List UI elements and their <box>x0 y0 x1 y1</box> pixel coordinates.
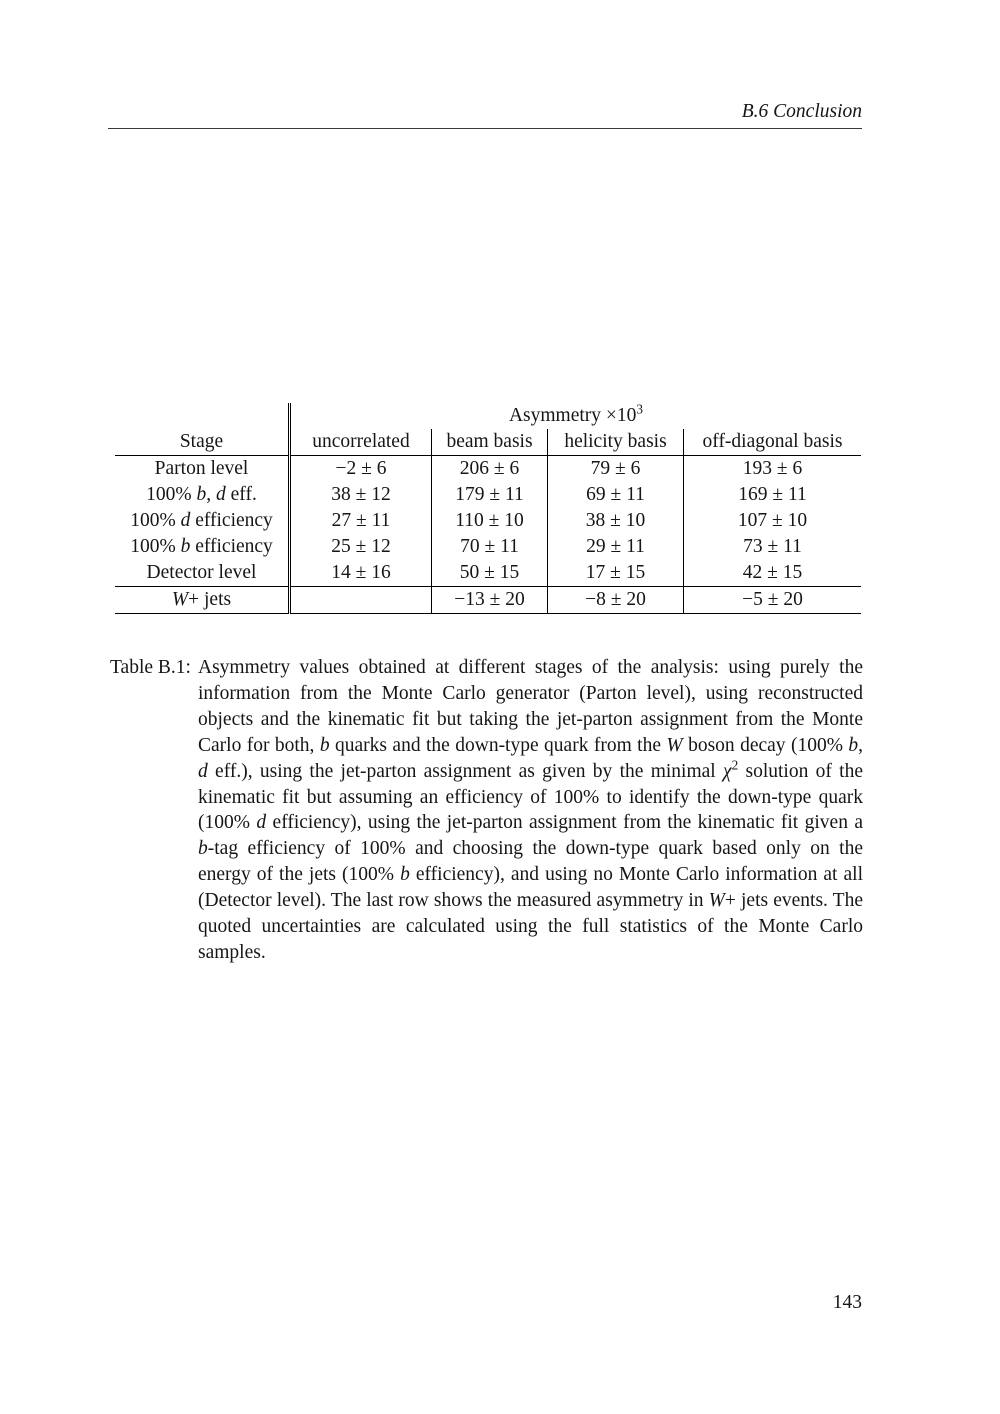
value-cell: 50 ± 15 <box>432 560 548 587</box>
table-column-header-row <box>115 429 861 456</box>
value-cell: 110 ± 10 <box>432 508 548 534</box>
value-cell: 42 ± 15 <box>684 560 862 587</box>
value-cell: 14 ± 16 <box>290 560 432 587</box>
column-header-uncorrelated: uncorrelated <box>290 429 432 456</box>
page-number: 143 <box>832 1292 862 1313</box>
caption-text: Asymmetry values obtained at different stages of the analysis: using purely the information from the Monte Carlo generator (Parton level), using reconstructed objects and the kinematic fit but taking the jet-parton assignment from the Monte Carlo for both, b quarks and the down-type quark from the W boson decay (100% b, d eff.), using the jet-parton assignment as given by the minimal $\chi^2$ solution of the kinematic fit but assuming an efficiency of 100% to identify the down-type quark (100% d efficiency), using the jet-parton assignment from the kinematic fit given a b-tag efficiency of 100% and choosing the down-type quark based only on the energy of the jets (100% b efficiency), and using no Monte Carlo information at all (Detector level). The last row shows the measured asymmetry in W+ jets events. The quoted uncertainties are calculated using the full statistics of the Monte Carlo samples. <box>198 657 864 963</box>
table-row <box>115 534 861 560</box>
stage-cell: 100% b, d eff. <box>115 482 290 508</box>
stage-cell: Parton level <box>115 456 290 483</box>
asymmetry-results-table <box>115 403 861 614</box>
group-header-spacer <box>115 403 290 429</box>
table-row <box>115 456 861 483</box>
table-caption <box>110 655 863 966</box>
column-header-beam-basis: beam basis <box>432 429 548 456</box>
value-cell: 29 ± 11 <box>548 534 684 560</box>
table-row <box>115 560 861 587</box>
table-group-header-row <box>115 403 861 429</box>
group-header-label: Asymmetry $\times 10^3$ <box>508 401 644 426</box>
caption-label: Table B.1: <box>110 657 191 678</box>
section-running-head: B.6 Conclusion <box>741 101 862 122</box>
value-cell: 69 ± 11 <box>548 482 684 508</box>
stage-cell: 100% b efficiency <box>115 534 290 560</box>
table-row <box>115 587 861 614</box>
value-cell: 38 ± 10 <box>548 508 684 534</box>
value-cell: 107 ± 10 <box>684 508 862 534</box>
value-cell: 193 ± 6 <box>684 456 862 483</box>
value-cell: 206 ± 6 <box>432 456 548 483</box>
value-cell: −8 ± 20 <box>548 587 684 614</box>
column-header-helicity-basis: helicity basis <box>548 429 684 456</box>
value-cell: 73 ± 11 <box>684 534 862 560</box>
value-cell: 25 ± 12 <box>331 536 391 557</box>
column-header-off-diagonal-basis: off-diagonal basis <box>684 429 862 456</box>
value-cell: 169 ± 11 <box>684 482 862 508</box>
value-cell: 38 ± 12 <box>331 484 391 505</box>
value-cell: −13 ± 20 <box>432 587 548 614</box>
value-cell <box>290 587 432 614</box>
value-cell: −5 ± 20 <box>684 587 862 614</box>
value-cell: 79 ± 6 <box>548 456 684 483</box>
value-cell: 70 ± 11 <box>432 534 548 560</box>
stage-cell: W+ jets <box>115 587 290 614</box>
table-row <box>115 482 861 508</box>
stage-cell: 100% d efficiency <box>115 508 290 534</box>
column-header-stage: Stage <box>115 429 290 456</box>
header-rule <box>108 128 862 129</box>
value-cell: 17 ± 15 <box>548 560 684 587</box>
table-row <box>115 508 861 534</box>
value-cell: 179 ± 11 <box>432 482 548 508</box>
value-cell: 27 ± 11 <box>331 510 391 531</box>
stage-cell: Detector level <box>115 560 290 587</box>
value-cell: −2 ± 6 <box>335 458 387 479</box>
